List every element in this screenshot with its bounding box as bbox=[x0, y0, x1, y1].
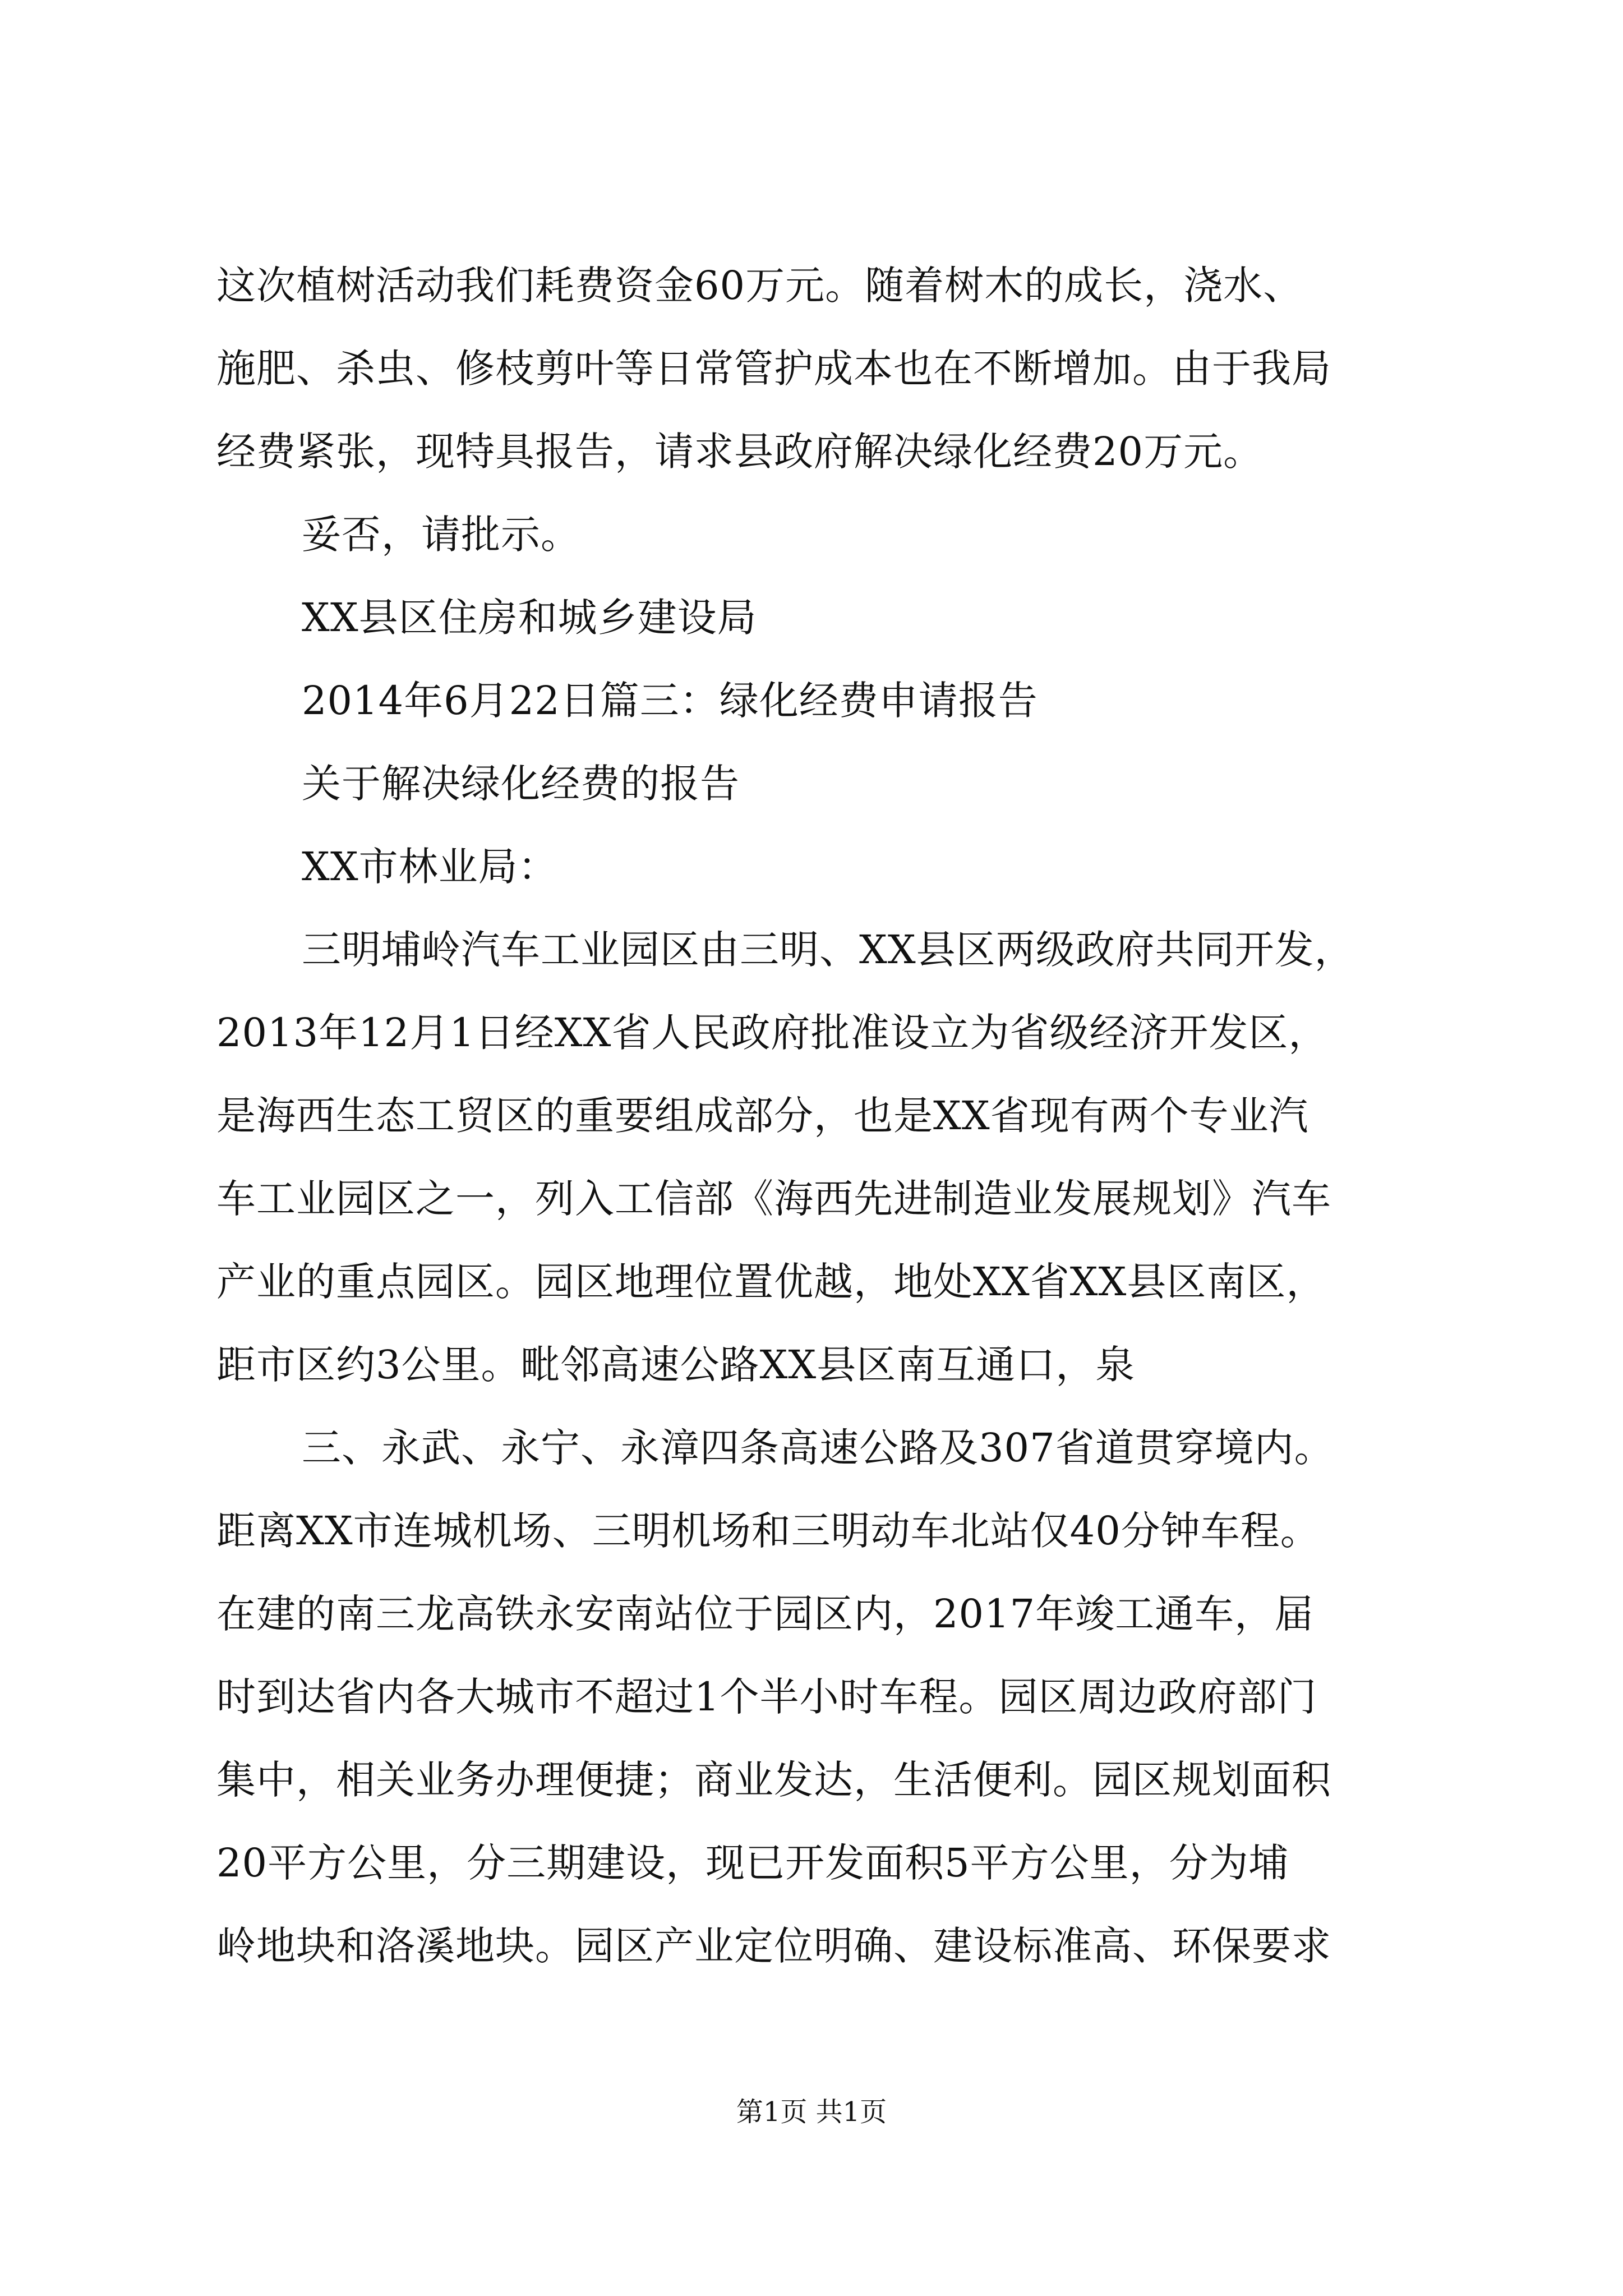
text-line-14: 距市区约3公里。毗邻高速公路XX县区南互通口，泉 bbox=[216, 1342, 1136, 1388]
addressee: XX市林业局： bbox=[302, 844, 558, 890]
text-line-13: 产业的重点园区。园区地理位置优越，地处XX省XX县区南区， bbox=[216, 1259, 1326, 1305]
document-body bbox=[216, 244, 1422, 1987]
text-line-2: 施肥、杀虫、修枝剪叶等日常管护成本也在不断增加。由于我局 bbox=[216, 346, 1331, 392]
text-line-19: 集中，相关业务办理便捷；商业发达，生活便利。园区规划面积 bbox=[216, 1757, 1331, 1803]
text-line-11: 是海西生态工贸区的重要组成部分，也是XX省现有两个专业汽 bbox=[216, 1093, 1309, 1139]
date-and-section-heading: 2014年6月22日篇三：绿化经费申请报告 bbox=[302, 678, 1038, 724]
text-line-12: 车工业园区之一，列入工信部《海西先进制造业发展规划》汽车 bbox=[216, 1176, 1331, 1222]
text-line-21: 岭地块和洛溪地块。园区产业定位明确、建设标准高、环保要求 bbox=[216, 1923, 1331, 1969]
closing-request: 妥否，请批示。 bbox=[302, 512, 580, 558]
text-line-3: 经费紧张，现特具报告，请求县政府解决绿化经费20万元。 bbox=[216, 429, 1264, 475]
text-line-1: 这次植树活动我们耗费资金60万元。随着树木的成长，浇水、 bbox=[216, 263, 1303, 309]
report-title: 关于解决绿化经费的报告 bbox=[302, 761, 740, 807]
text-line-9: 三明埔岭汽车工业园区由三明、XX县区两级政府共同开发， bbox=[302, 927, 1354, 973]
text-line-20: 20平方公里，分三期建设，现已开发面积5平方公里，分为埔 bbox=[216, 1840, 1289, 1886]
text-line-16: 距离XX市连城机场、三明机场和三明动车北站仅40分钟车程。 bbox=[216, 1508, 1320, 1554]
signature-organization: XX县区住房和城乡建设局 bbox=[302, 595, 757, 641]
text-line-18: 时到达省内各大城市不超过1个半小时车程。园区周边政府部门 bbox=[216, 1674, 1317, 1720]
page-footer: 第1页 共1页 bbox=[736, 2096, 887, 2128]
text-line-15: 三、永武、永宁、永漳四条高速公路及307省道贯穿境内。 bbox=[302, 1425, 1334, 1471]
text-line-10: 2013年12月1日经XX省人民政府批准设立为省级经济开发区， bbox=[216, 1010, 1329, 1056]
text-line-17: 在建的南三龙高铁永安南站位于园区内，2017年竣工通车，届 bbox=[216, 1591, 1315, 1637]
